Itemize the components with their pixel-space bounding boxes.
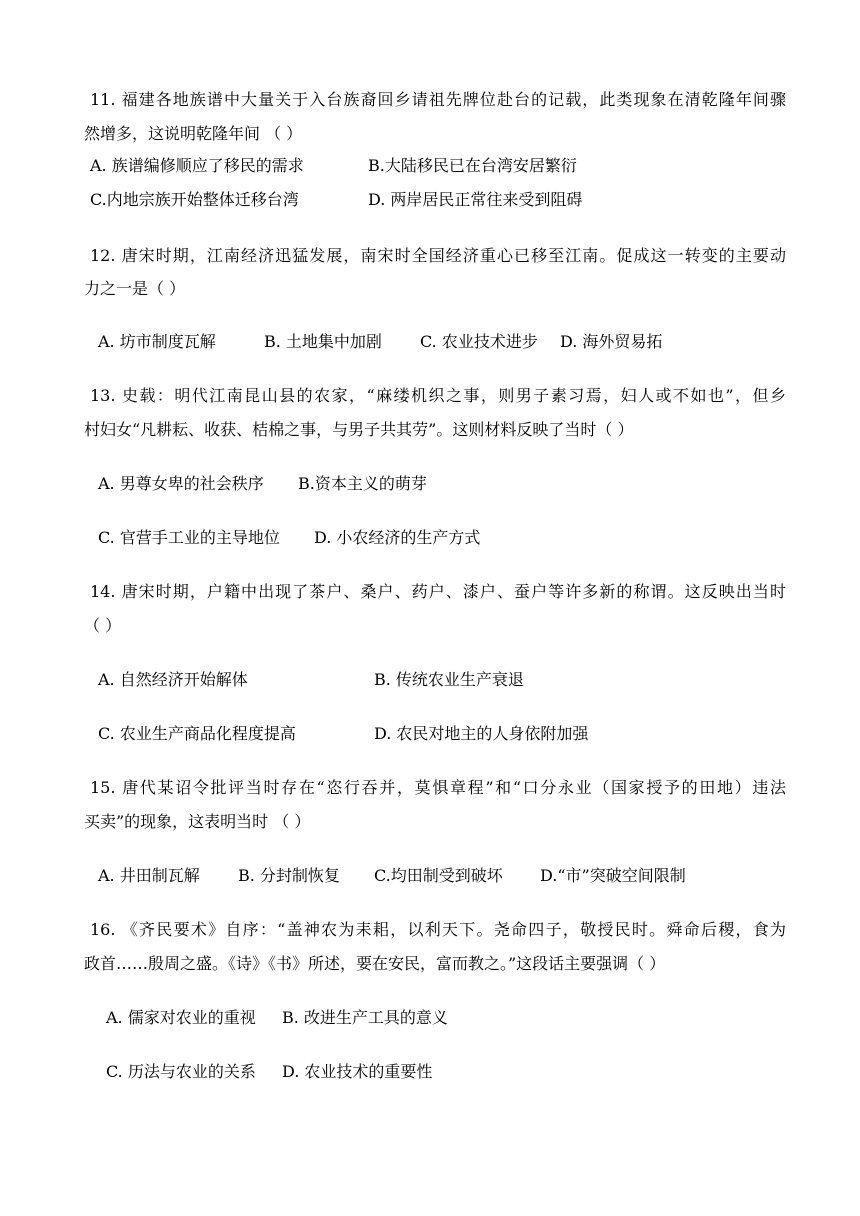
option-b: B. 传统农业生产衰退 (374, 670, 524, 689)
option-b: B. 改进生产工具的意义 (282, 1008, 448, 1027)
option-c: C.均田制受到破坏 (374, 866, 503, 885)
question-stem-line: 买卖”的现象，这表明当时 （ ） (84, 812, 311, 831)
question-stem-line: 14. 唐宋时期，户籍中出现了茶户、桑户、药户、漆户、蚕户等许多新的称谓。这反映出当时 (90, 582, 786, 601)
question-stem-line: 12. 唐宋时期，江南经济迅猛发展，南宋时全国经济重心已移至江南。促成这一转变的主要动 (90, 246, 786, 265)
question-stem-line: 力之一是（ ） (84, 279, 186, 298)
question-stem-line: 15. 唐代某诏令批评当时存在“恣行吞并，莫惧章程”和“口分永业（国家授予的田地）违法 (90, 778, 786, 797)
option-b: B. 土地集中加剧 (264, 332, 382, 351)
question-stem-line: 13. 史载：明代江南昆山县的农家，“麻缕机织之事，则男子素习焉，妇人或不如也”，但乡 (90, 386, 786, 405)
option-a: A. 自然经济开始解体 (98, 670, 248, 689)
option-c: C.内地宗族开始整体迁移台湾 (90, 190, 299, 209)
option-a: A. 族谱编修顺应了移民的需求 (90, 156, 304, 175)
option-d: D. 农业技术的重要性 (282, 1062, 433, 1081)
option-c: C. 农业技术进步 (420, 332, 538, 351)
option-d: D. 农民对地主的人身依附加强 (374, 724, 589, 743)
option-a: A. 井田制瓦解 (98, 866, 200, 885)
option-c: C. 农业生产商品化程度提高 (98, 724, 296, 743)
option-b: B.资本主义的萌芽 (298, 474, 427, 493)
option-d: D.“市”突破空间限制 (540, 866, 686, 885)
question-stem-line: 政首……殷周之盛。《诗》《书》所述，要在安民，富而教之。”这段话主要强调（ ） (84, 954, 666, 973)
option-c: C. 历法与农业的关系 (106, 1062, 256, 1081)
option-d: D. 两岸居民正常往来受到阻碍 (368, 190, 583, 209)
question-stem-line: （ ） (84, 616, 122, 635)
question-stem-line: 然增多，这说明乾隆年间 （ ） (84, 124, 303, 143)
option-d: D. 海外贸易拓 (560, 332, 663, 351)
option-a: A. 儒家对农业的重视 (106, 1008, 256, 1027)
question-stem-line: 村妇女“凡耕耘、收获、桔棉之事，与男子共其劳”。这则材料反映了当时（ ） (84, 420, 634, 439)
option-a: A. 男尊女卑的社会秩序 (98, 474, 264, 493)
option-a: A. 坊市制度瓦解 (98, 332, 216, 351)
option-b: B. 分封制恢复 (238, 866, 340, 885)
question-stem-line: 11. 福建各地族谱中大量关于入台族裔回乡请祖先牌位赴台的记载，此类现象在清乾隆年间骤 (90, 90, 786, 109)
option-c: C. 官营手工业的主导地位 (98, 528, 280, 547)
option-b: B.大陆移民已在台湾安居繁衍 (368, 156, 577, 175)
option-d: D. 小农经济的生产方式 (314, 528, 481, 547)
question-stem-line: 16. 《齐民要术》自序：“盖神农为耒耜，以利天下。尧命四子，敬授民时。舜命后稷，食为 (90, 920, 786, 939)
